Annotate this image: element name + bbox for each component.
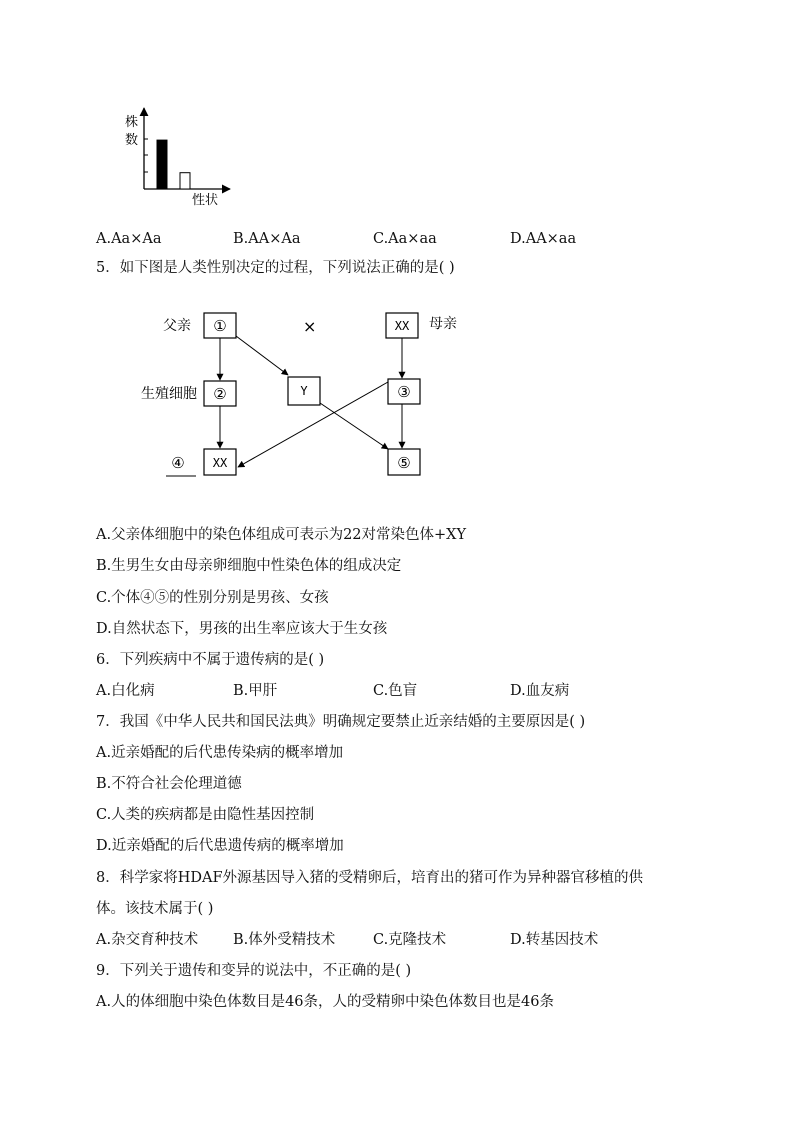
y-axis-label-1: 株 [125, 115, 139, 130]
q5-option-a[interactable]: A.父亲体细胞中的染色体组成可表示为22对常染色体+XY [96, 527, 467, 543]
q5-option-b[interactable]: B.生男生女由母亲卵细胞中性染色体的组成决定 [96, 558, 402, 574]
q4-option-d[interactable]: D.AA×aa [510, 231, 577, 247]
individual-4-label: ④ [171, 454, 185, 472]
q6-option-a[interactable]: A.白化病 [96, 683, 155, 699]
q7-option-b[interactable]: B.不符合社会伦理道德 [96, 776, 242, 792]
q4-bar-chart [110, 105, 240, 215]
y-axis-label-2: 数 [125, 133, 139, 148]
box-3-label: ③ [397, 383, 411, 401]
father-label: 父亲 [163, 318, 191, 334]
sex-determination-diagram [130, 300, 480, 485]
q9-option-a[interactable]: A.人的体细胞中染色体数目是46条，人的受精卵中染色体数目也是46条 [96, 994, 554, 1010]
x-axis-label: 性状 [192, 193, 219, 208]
q6-option-c[interactable]: C.色盲 [373, 683, 418, 699]
box-2-label: ② [213, 385, 227, 403]
q8-option-c[interactable]: C.克隆技术 [373, 932, 447, 948]
box-5-label: ⑤ [397, 454, 411, 472]
germ-cells-label: 生殖细胞 [141, 386, 197, 402]
q8-option-d[interactable]: D.转基因技术 [510, 932, 599, 948]
q5-option-c[interactable]: C.个体④⑤的性别分别是男孩、女孩 [96, 590, 329, 606]
q8-stem-line-1: 8．科学家将HDAF外源基因导入猪的受精卵后，培育出的猪可作为异种器官移植的供 [96, 870, 644, 886]
bar-2 [180, 173, 190, 189]
q6-stem: 6．下列疾病中不属于遗传病的是( ) [96, 652, 325, 668]
bar-1 [157, 140, 167, 189]
q4-option-b[interactable]: B.AA×Aa [233, 231, 301, 247]
box-1-label: ① [213, 317, 227, 335]
q7-option-a[interactable]: A.近亲婚配的后代患传染病的概率增加 [96, 745, 344, 761]
q7-option-d[interactable]: D.近亲婚配的后代患遗传病的概率增加 [96, 838, 344, 854]
q6-option-d[interactable]: D.血友病 [510, 683, 570, 699]
q5-stem: 5．如下图是人类性别决定的过程，下列说法正确的是( ) [96, 260, 455, 276]
mother-label: 母亲 [429, 316, 457, 332]
arrow-1-to-y [236, 336, 288, 375]
box-y-label: Y [300, 384, 308, 398]
q4-option-c[interactable]: C.Aa×aa [373, 231, 437, 247]
arrow-y-to-5 [320, 403, 388, 449]
q7-stem: 7．我国《中华人民共和国民法典》明确规定要禁止近亲结婚的主要原因是( ) [96, 714, 586, 730]
q6-option-b[interactable]: B.甲肝 [233, 683, 278, 699]
q7-option-c[interactable]: C.人类的疾病都是由隐性基因控制 [96, 807, 315, 823]
q8-stem-line-2: 体。该技术属于( ) [96, 901, 214, 917]
q8-option-b[interactable]: B.体外受精技术 [233, 932, 336, 948]
q8-option-a[interactable]: A.杂交育种技术 [96, 932, 199, 948]
q9-stem: 9．下列关于遗传和变异的说法中，不正确的是( ) [96, 963, 412, 979]
box-child-xx-label: XX [212, 456, 228, 470]
cross-symbol: × [303, 317, 317, 336]
box-mother-label: XX [394, 319, 410, 333]
q4-option-a[interactable]: A.Aa×Aa [96, 231, 162, 247]
q5-option-d[interactable]: D.自然状态下，男孩的出生率应该大于生女孩 [96, 621, 388, 637]
